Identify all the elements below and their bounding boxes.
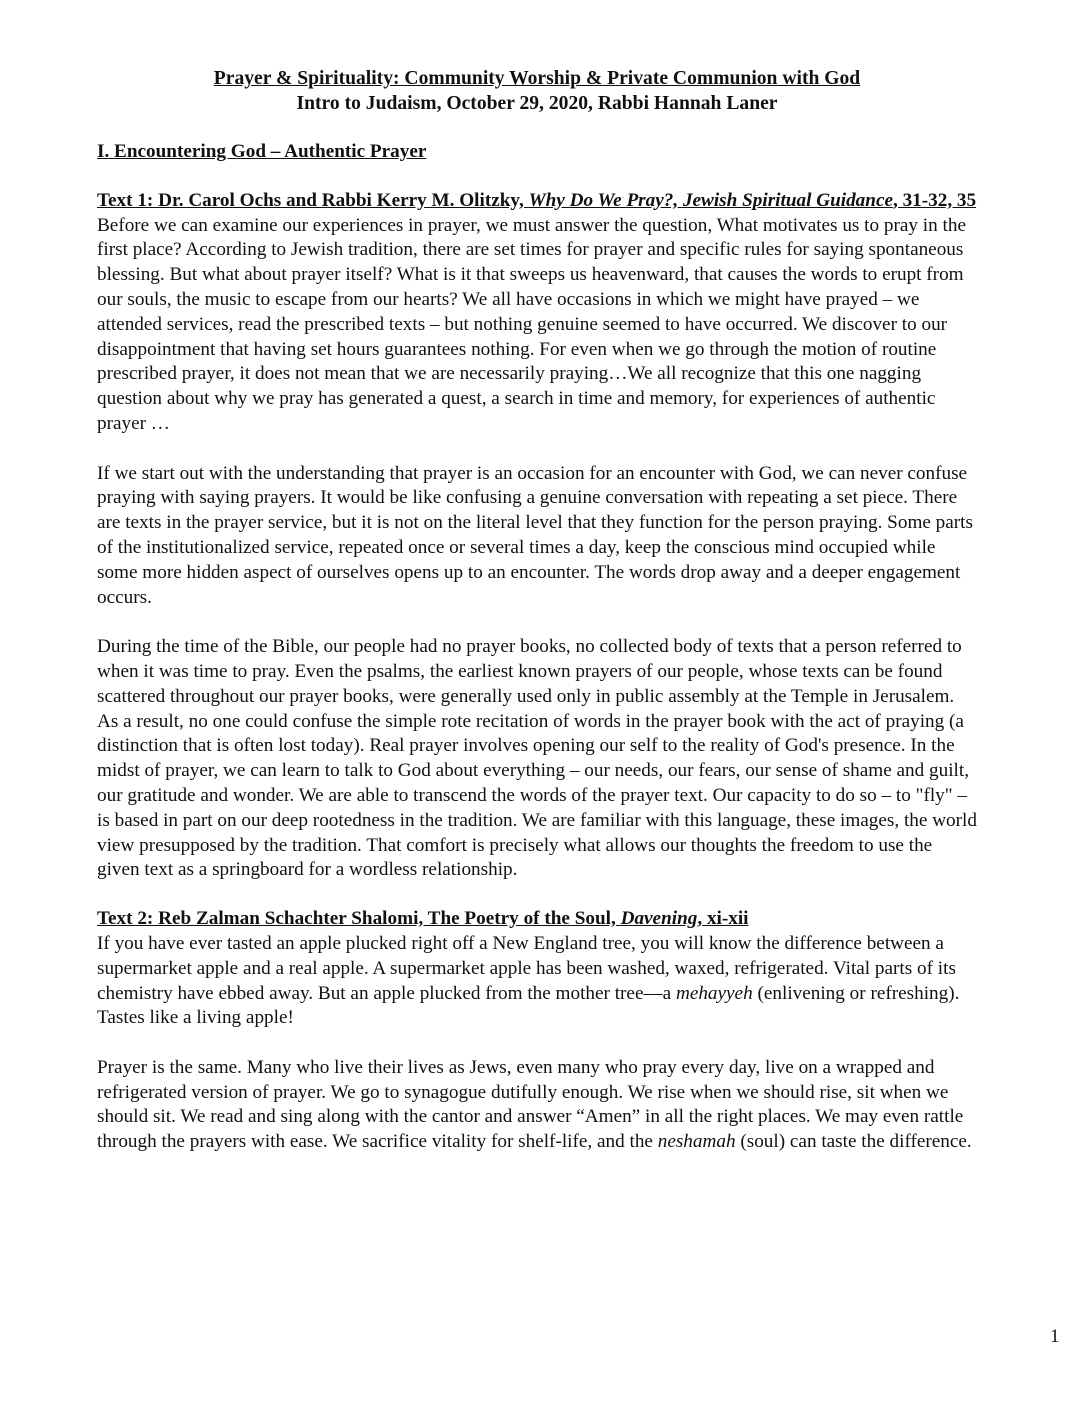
text2-paragraph bbox=[97, 1056, 977, 1155]
text2-heading-author: Text 2: Reb Zalman Schachter Shalomi, The Poetry of the Soul, bbox=[97, 908, 621, 930]
hebrew-term: neshamah bbox=[657, 1131, 736, 1153]
text2-p2-text: Prayer is the same. Many who live their lives as Jews, even many who pray every day, live on a wrapped and refrigerated version of prayer. We go to synagogue dutifully enough. We rise when we should rise, sit when we should sit. We read and sing along with the cantor and answer “Amen” in all the right places. We may even rattle through the prayers with ease. We sacrifice vitality for shelf-life, and the bbox=[97, 1056, 964, 1153]
text2-p2-text-end: (soul) can taste the difference. bbox=[735, 1131, 972, 1153]
text2-heading bbox=[97, 907, 977, 932]
text2-heading-pages: , xi-xii bbox=[697, 908, 749, 930]
text2-p1-text-end: (enlivening or refreshing). Tastes like a living apple! bbox=[97, 982, 960, 1029]
document-page bbox=[97, 66, 977, 1155]
document-title-block bbox=[97, 66, 977, 116]
page-number: 1 bbox=[1050, 1326, 1060, 1347]
text1-paragraph: During the time of the Bible, our people had no prayer books, no collected body of texts that a person referred to when it was time to pray. Even the psalms, the earliest known prayers of our people, whose texts can be found scattered throughout our prayer books, were generally used only in public assembly at the Temple in Jerusalem. As a result, no one could confuse the simple rote recitation of words in the prayer book with the act of praying (a distinction that is often lost today). Real prayer involves opening our self to the reality of God's presence. In the midst of prayer, we can learn to talk to God about everything – our needs, our fears, our sense of shame and guilt, our gratitude and wonder. We are able to transcend the words of the prayer text. Our capacity to do so – to "fly" – is based in part on our deep rootedness in the tradition. We are familiar with this language, these images, the world view presupposed by the tradition. That comfort is precisely what allows our thoughts the freedom to use the given text as a springboard for a wordless relationship. bbox=[97, 636, 977, 881]
text1-paragraph: Before we can examine our experiences in prayer, we must answer the question, What motivates us to pray in the first place? According to Jewish tradition, there are set times for prayer and specific rules for saying spontaneous blessing. But what about prayer itself? What is it that sweeps us heavenward, that causes the words to erupt from our souls, the music to escape from our hearts? We all have occasions in which we might have prayed – we attended services, read the prescribed texts – but nothing genuine seemed to have occurred. We discover to our disappointment that having set hours guarantees nothing. For even when we go through the motion of routine prescribed prayer, it does not mean that we are necessarily praying…We all recognize that this one nagging question about why we pray has generated a quest, a search in time and memory, for experiences of authentic prayer … bbox=[97, 214, 966, 434]
text2-p1-text: If you have ever tasted an apple plucked right off a New England tree, you will know the difference between a supermarket apple and a real apple. A supermarket apple has been washed, waxed, refrigerated. Vital parts of its chemistry have ebbed away. But an apple plucked from the mother tree—a bbox=[97, 932, 956, 1004]
section-heading: I. Encountering God – Authentic Prayer bbox=[97, 141, 427, 162]
document-title: Prayer & Spirituality: Community Worship & Private Communion with God bbox=[213, 68, 861, 89]
text1-heading bbox=[97, 189, 977, 214]
text1-heading-pages: , 31-32, 35 bbox=[892, 189, 977, 211]
text2-paragraph bbox=[97, 932, 977, 1031]
hebrew-term: mehayyeh bbox=[675, 982, 753, 1004]
document-subtitle: Intro to Judaism, October 29, 2020, Rabbi Hannah Laner bbox=[296, 93, 778, 114]
text1-paragraph: If we start out with the understanding that prayer is an occasion for an encounter with God, we can never confuse praying with saying prayers. It would be like confusing a genuine conversation with repeating a set piece. There are texts in the prayer service, but it is not on the literal level that they function for the person praying. Some parts of the institutionalized service, repeated once or several times a day, keep the conscious mind occupied while some more hidden aspect of ourselves opens up to an encounter. The words drop away and a deeper engagement occurs. bbox=[97, 462, 973, 608]
text2-heading-work: Davening bbox=[620, 908, 698, 930]
text1-heading-work: Why Do We Pray?, Jewish Spiritual Guidance bbox=[528, 189, 893, 211]
text1-heading-author: Text 1: Dr. Carol Ochs and Rabbi Kerry M. Olitzky, bbox=[97, 189, 529, 211]
